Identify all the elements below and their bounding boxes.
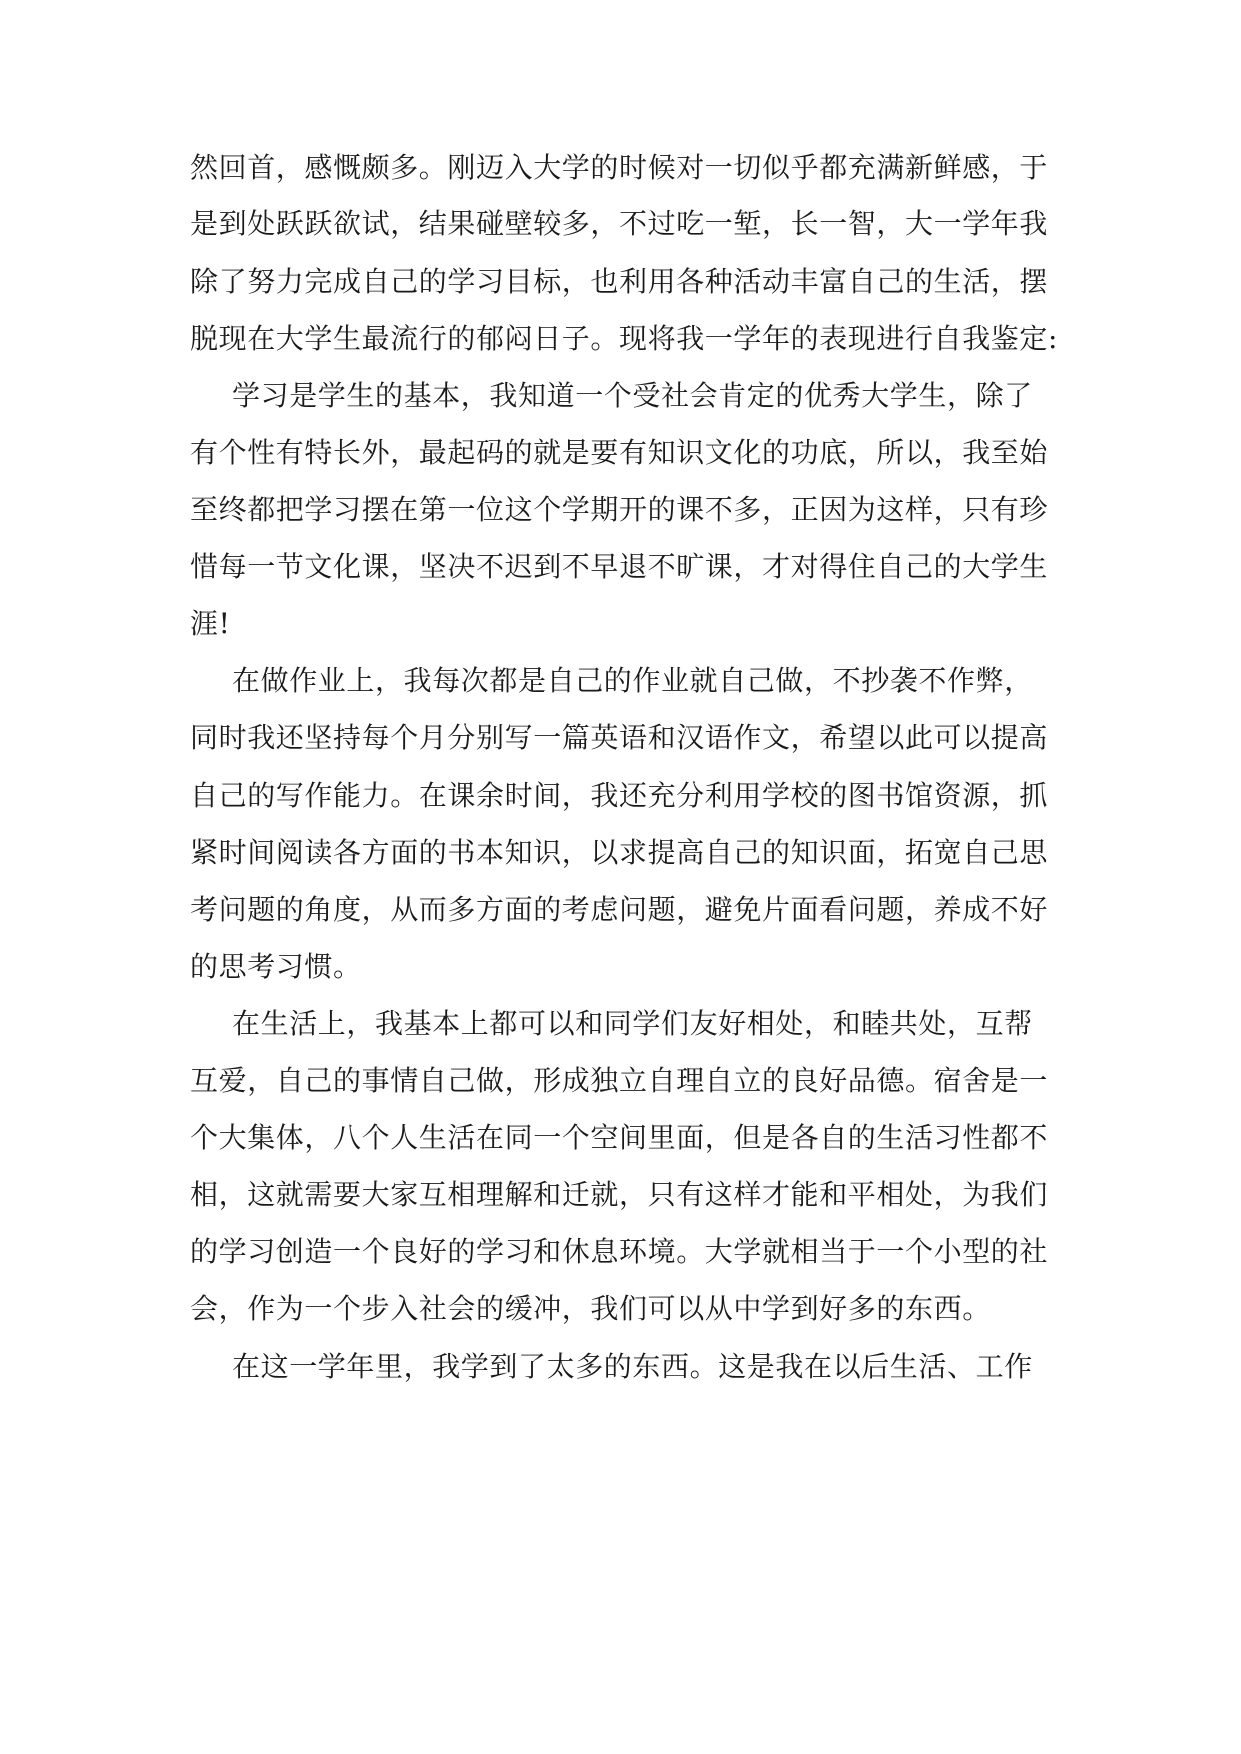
paragraph-first-line: 在做作业上，我每次都是自己的作业就自己做，不抄袭不作弊， (232, 664, 1033, 697)
text-line: 紧时间阅读各方面的书本知识，以求提高自己的知识面，拓宽自己思 (190, 836, 1049, 869)
text-line: 互爱，自己的事情自己做，形成独立自理自立的良好品德。宿舍是一 (190, 1064, 1049, 1097)
text-line: 惜每一节文化课，坚决不迟到不早退不旷课，才对得住自己的大学生 (190, 550, 1049, 583)
paragraph-first-line: 在生活上，我基本上都可以和同学们友好相处，和睦共处，互帮 (232, 1007, 1033, 1040)
text-line: 是到处跃跃欲试，结果碰壁较多，不过吃一堑，长一智，大一学年我 (190, 207, 1049, 240)
text-line: 除了努力完成自己的学习目标，也利用各种活动丰富自己的生活，摆 (190, 265, 1049, 298)
text-line: 的思考习惯。 (190, 950, 362, 983)
text-line: 然回首，感慨颇多。刚迈入大学的时候对一切似乎都充满新鲜感，于 (190, 151, 1049, 184)
text-line: 自己的写作能力。在课余时间，我还充分利用学校的图书馆资源，抓 (190, 779, 1049, 812)
text-line: 相，这就需要大家互相理解和迁就，只有这样才能和平相处，为我们 (190, 1178, 1049, 1211)
text-line: 同时我还坚持每个月分别写一篇英语和汉语作文，希望以此可以提高 (190, 721, 1049, 754)
text-line: 涯! (190, 607, 231, 640)
text-line: 脱现在大学生最流行的郁闷日子。现将我一学年的表现进行自我鉴定: (190, 322, 1059, 355)
text-line: 个大集体，八个人生活在同一个空间里面，但是各自的生活习性都不 (190, 1121, 1049, 1154)
text-line: 的学习创造一个良好的学习和休息环境。大学就相当于一个小型的社 (190, 1235, 1049, 1268)
paragraph-first-line: 学习是学生的基本，我知道一个受社会肯定的优秀大学生，除了 (232, 379, 1033, 412)
text-line: 至终都把学习摆在第一位这个学期开的课不多，正因为这样，只有珍 (190, 493, 1049, 526)
paragraph-first-line: 在这一学年里，我学到了太多的东西。这是我在以后生活、工作 (232, 1350, 1033, 1383)
text-line: 会，作为一个步入社会的缓冲，我们可以从中学到好多的东西。 (190, 1292, 991, 1325)
text-line: 有个性有特长外，最起码的就是要有知识文化的功底，所以，我至始 (190, 436, 1049, 469)
text-line: 考问题的角度，从而多方面的考虑问题，避免片面看问题，养成不好 (190, 893, 1049, 926)
